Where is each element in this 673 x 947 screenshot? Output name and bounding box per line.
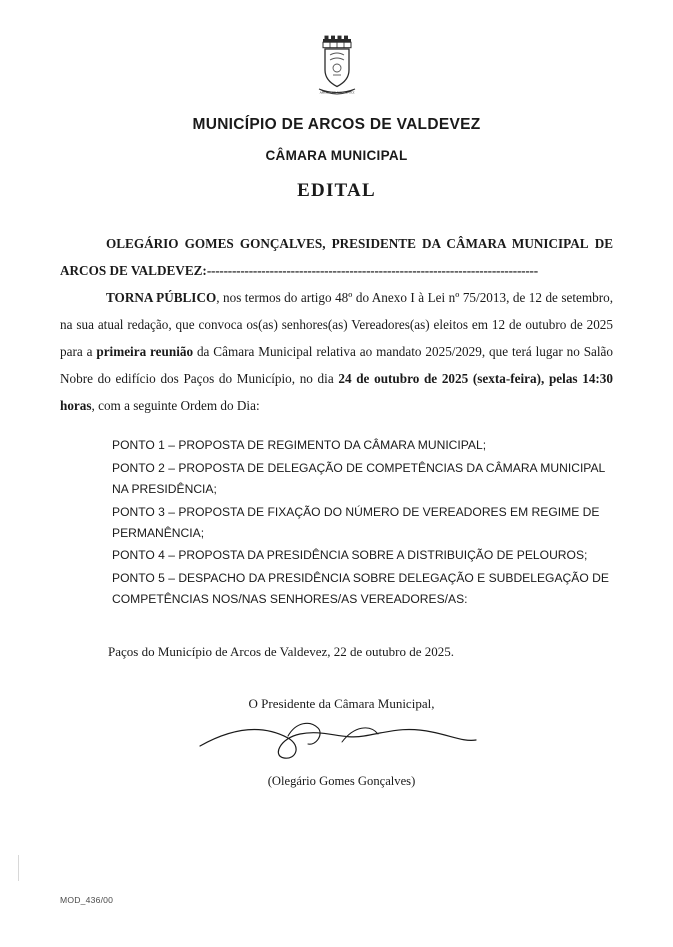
filler-dashes: ------------------------------------------------------------------------------- [206, 263, 538, 279]
opening-paragraph [60, 230, 613, 284]
paragraph-part-2: da Câmara Municipal relativa ao mandato 2025/2029, que terá lugar no Salão Nobre do edifício dos Paços do Município, no dia [60, 344, 614, 387]
chamber-subtitle: CÂMARA MUNICIPAL [265, 148, 408, 163]
signature-area [60, 712, 613, 774]
paragraph-bold-2: 24 de outubro de 2025 (sexta-feira), pelas 14:30 horas [60, 371, 613, 414]
paragraph-bold-1: primeira reunião [96, 344, 194, 360]
document-type-title: EDITAL [297, 180, 376, 201]
signatory-name: (Olegário Gomes Gonçalves) [267, 773, 416, 788]
form-code-footer: MOD_436/00 [60, 895, 114, 905]
coat-of-arms-container [60, 0, 613, 98]
page-edge-mark [18, 855, 19, 881]
main-paragraph [60, 284, 613, 419]
municipality-line: DE ARCOS DE VALDEVEZ: [60, 236, 614, 279]
list-item: PONTO 2 – PROPOSTA DE DELEGAÇÃO DE COMPETÊNCIAS DA CÂMARA MUNICIPAL NA PRESIDÊNCIA; [112, 461, 605, 497]
president-name-line: OLEGÁRIO GOMES GONÇALVES, PRESIDENTE DA CÂMARA MUNICIPAL [106, 236, 589, 251]
agenda-points-list [60, 435, 613, 609]
signature-label: O Presidente da Câmara Municipal, [248, 695, 435, 711]
place-and-date: Paços do Município de Arcos de Valdevez, 22 de outubro de 2025. [108, 643, 454, 659]
document-body [60, 230, 613, 419]
list-item: PONTO 4 – PROPOSTA DA PRESIDÊNCIA SOBRE A DISTRIBUIÇÃO DE PELOUROS; [112, 548, 588, 563]
handwritten-signature-icon [192, 716, 482, 774]
list-item: PONTO 3 – PROPOSTA DE FIXAÇÃO DO NÚMERO DE VEREADORES EM REGIME DE PERMANÊNCIA; [112, 504, 600, 540]
list-item: PONTO 5 – DESPACHO DA PRESIDÊNCIA SOBRE DELEGAÇÃO E SUBDELEGAÇÃO DE COMPETÊNCIAS NOS/NAS SENHORES/AS VEREADORES/AS: [112, 571, 609, 607]
list-item: PONTO 1 – PROPOSTA DE REGIMENTO DA CÂMARA MUNICIPAL; [112, 438, 487, 453]
coat-of-arms-icon [314, 34, 360, 98]
paragraph-part-1: , nos termos do artigo 48º do Anexo I à Lei nº 75/2013, de 12 de setembro, na sua atual redação, que convoca os(as) senhores(as) Vereadores(as) eleitos em 12 de outubro de 2025 para a [60, 290, 614, 360]
svg-text:ARCOS DE VALDEVEZ: ARCOS DE VALDEVEZ [318, 90, 355, 95]
paragraph-part-3: , com a seguinte Ordem do Dia: [91, 398, 260, 414]
torna-publico-lead: TORNA PÚBLICO [106, 290, 217, 306]
municipality-title: MUNICÍPIO DE ARCOS DE VALDEVEZ [192, 116, 481, 133]
